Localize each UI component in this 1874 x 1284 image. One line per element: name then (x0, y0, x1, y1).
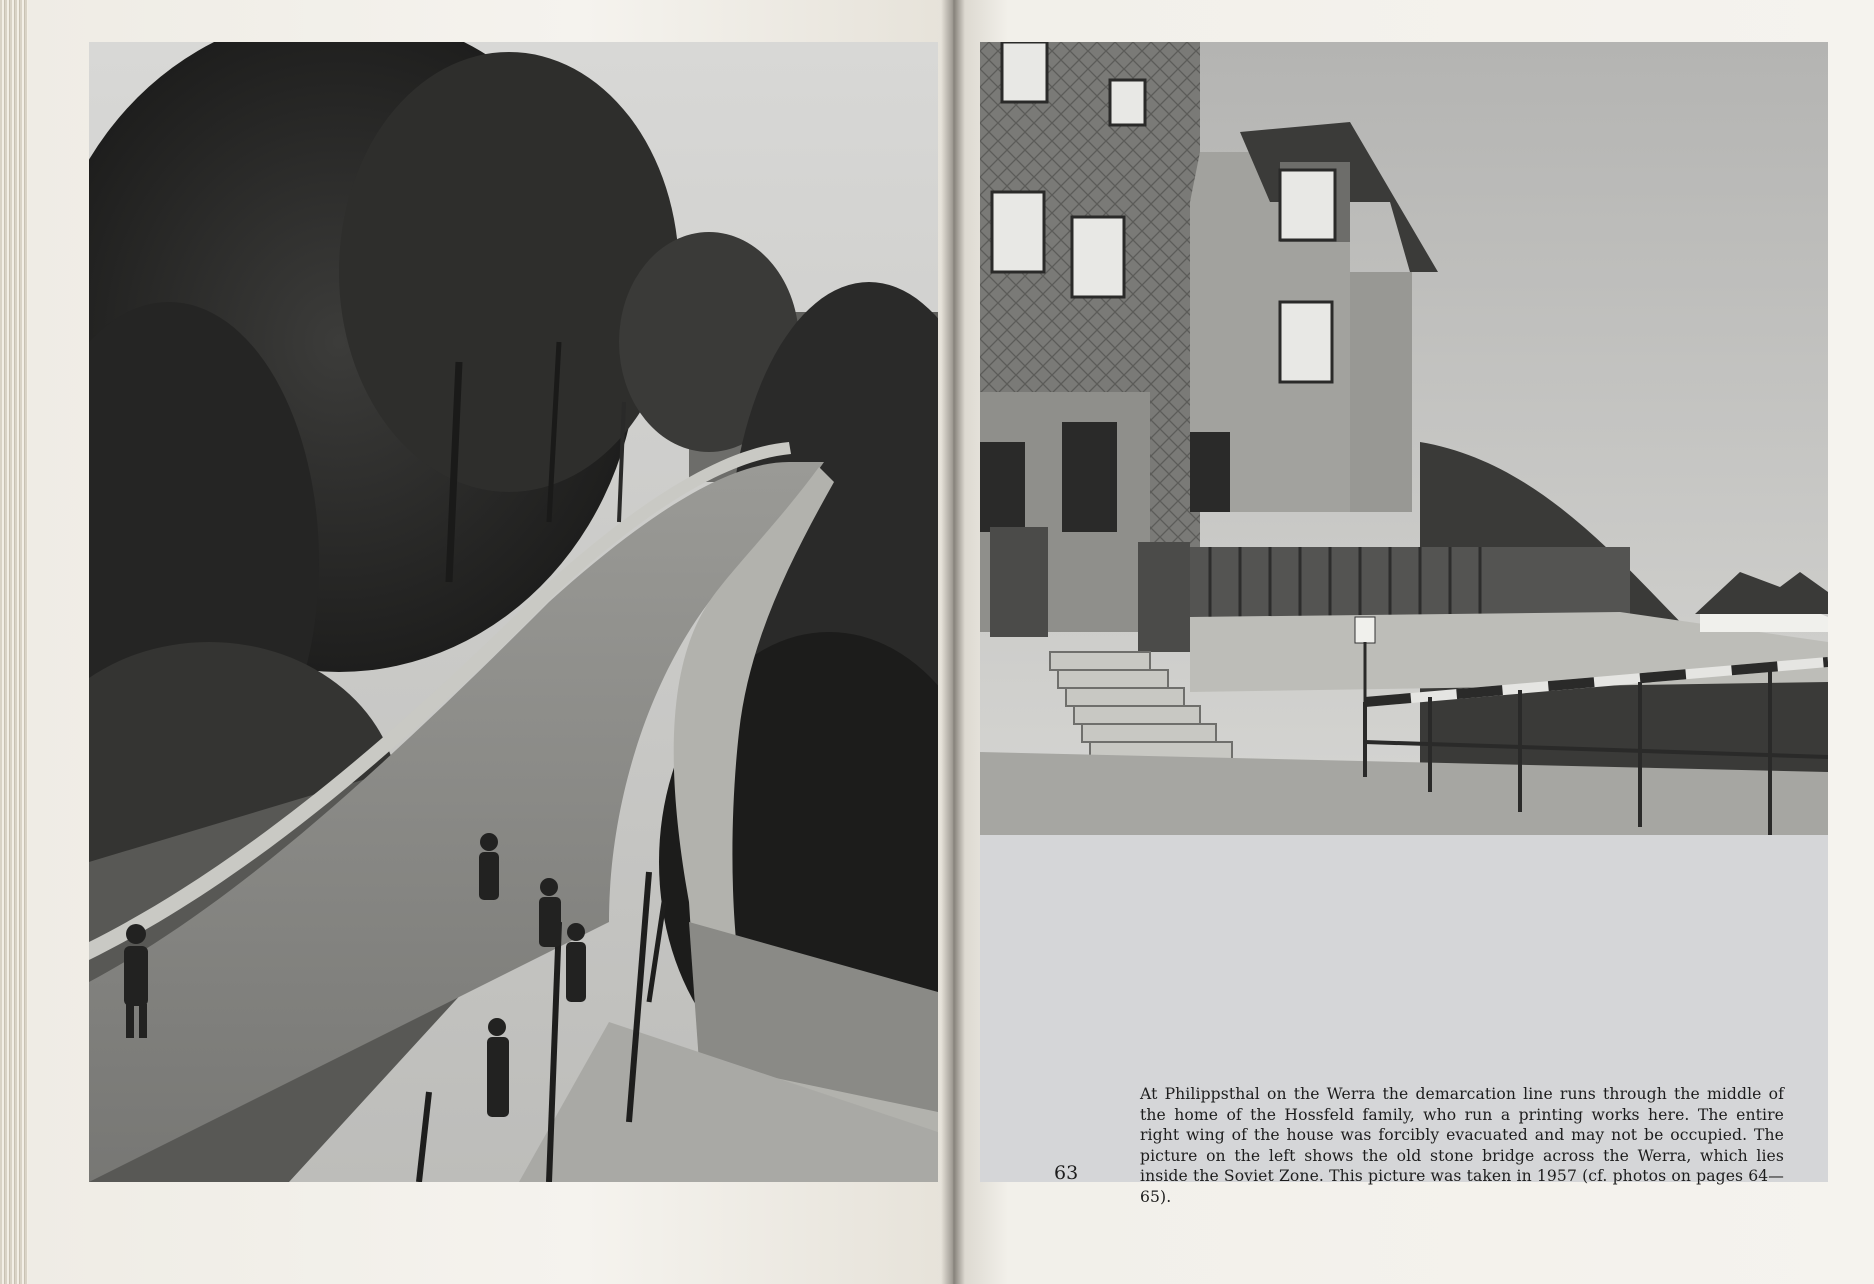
house-on-border-photo (980, 42, 1828, 835)
stone-bridge-photo (89, 42, 938, 1182)
page-edges (0, 0, 28, 1284)
book-gutter (941, 0, 965, 1284)
page-number: 63 (1054, 1162, 1079, 1184)
photo-caption: At Philippsthal on the Werra the demarcation line runs through the middle of the home of the Hossfeld family, who run a printing works here. The entire right wing of the house was forcibly evacuated and may not be occupied. The picture on the left shows the old stone bridge across the Werra, which lies inside the Soviet Zone. This picture was taken in 1957 (cf. photos on pages 64—65). (1140, 1085, 1784, 1206)
